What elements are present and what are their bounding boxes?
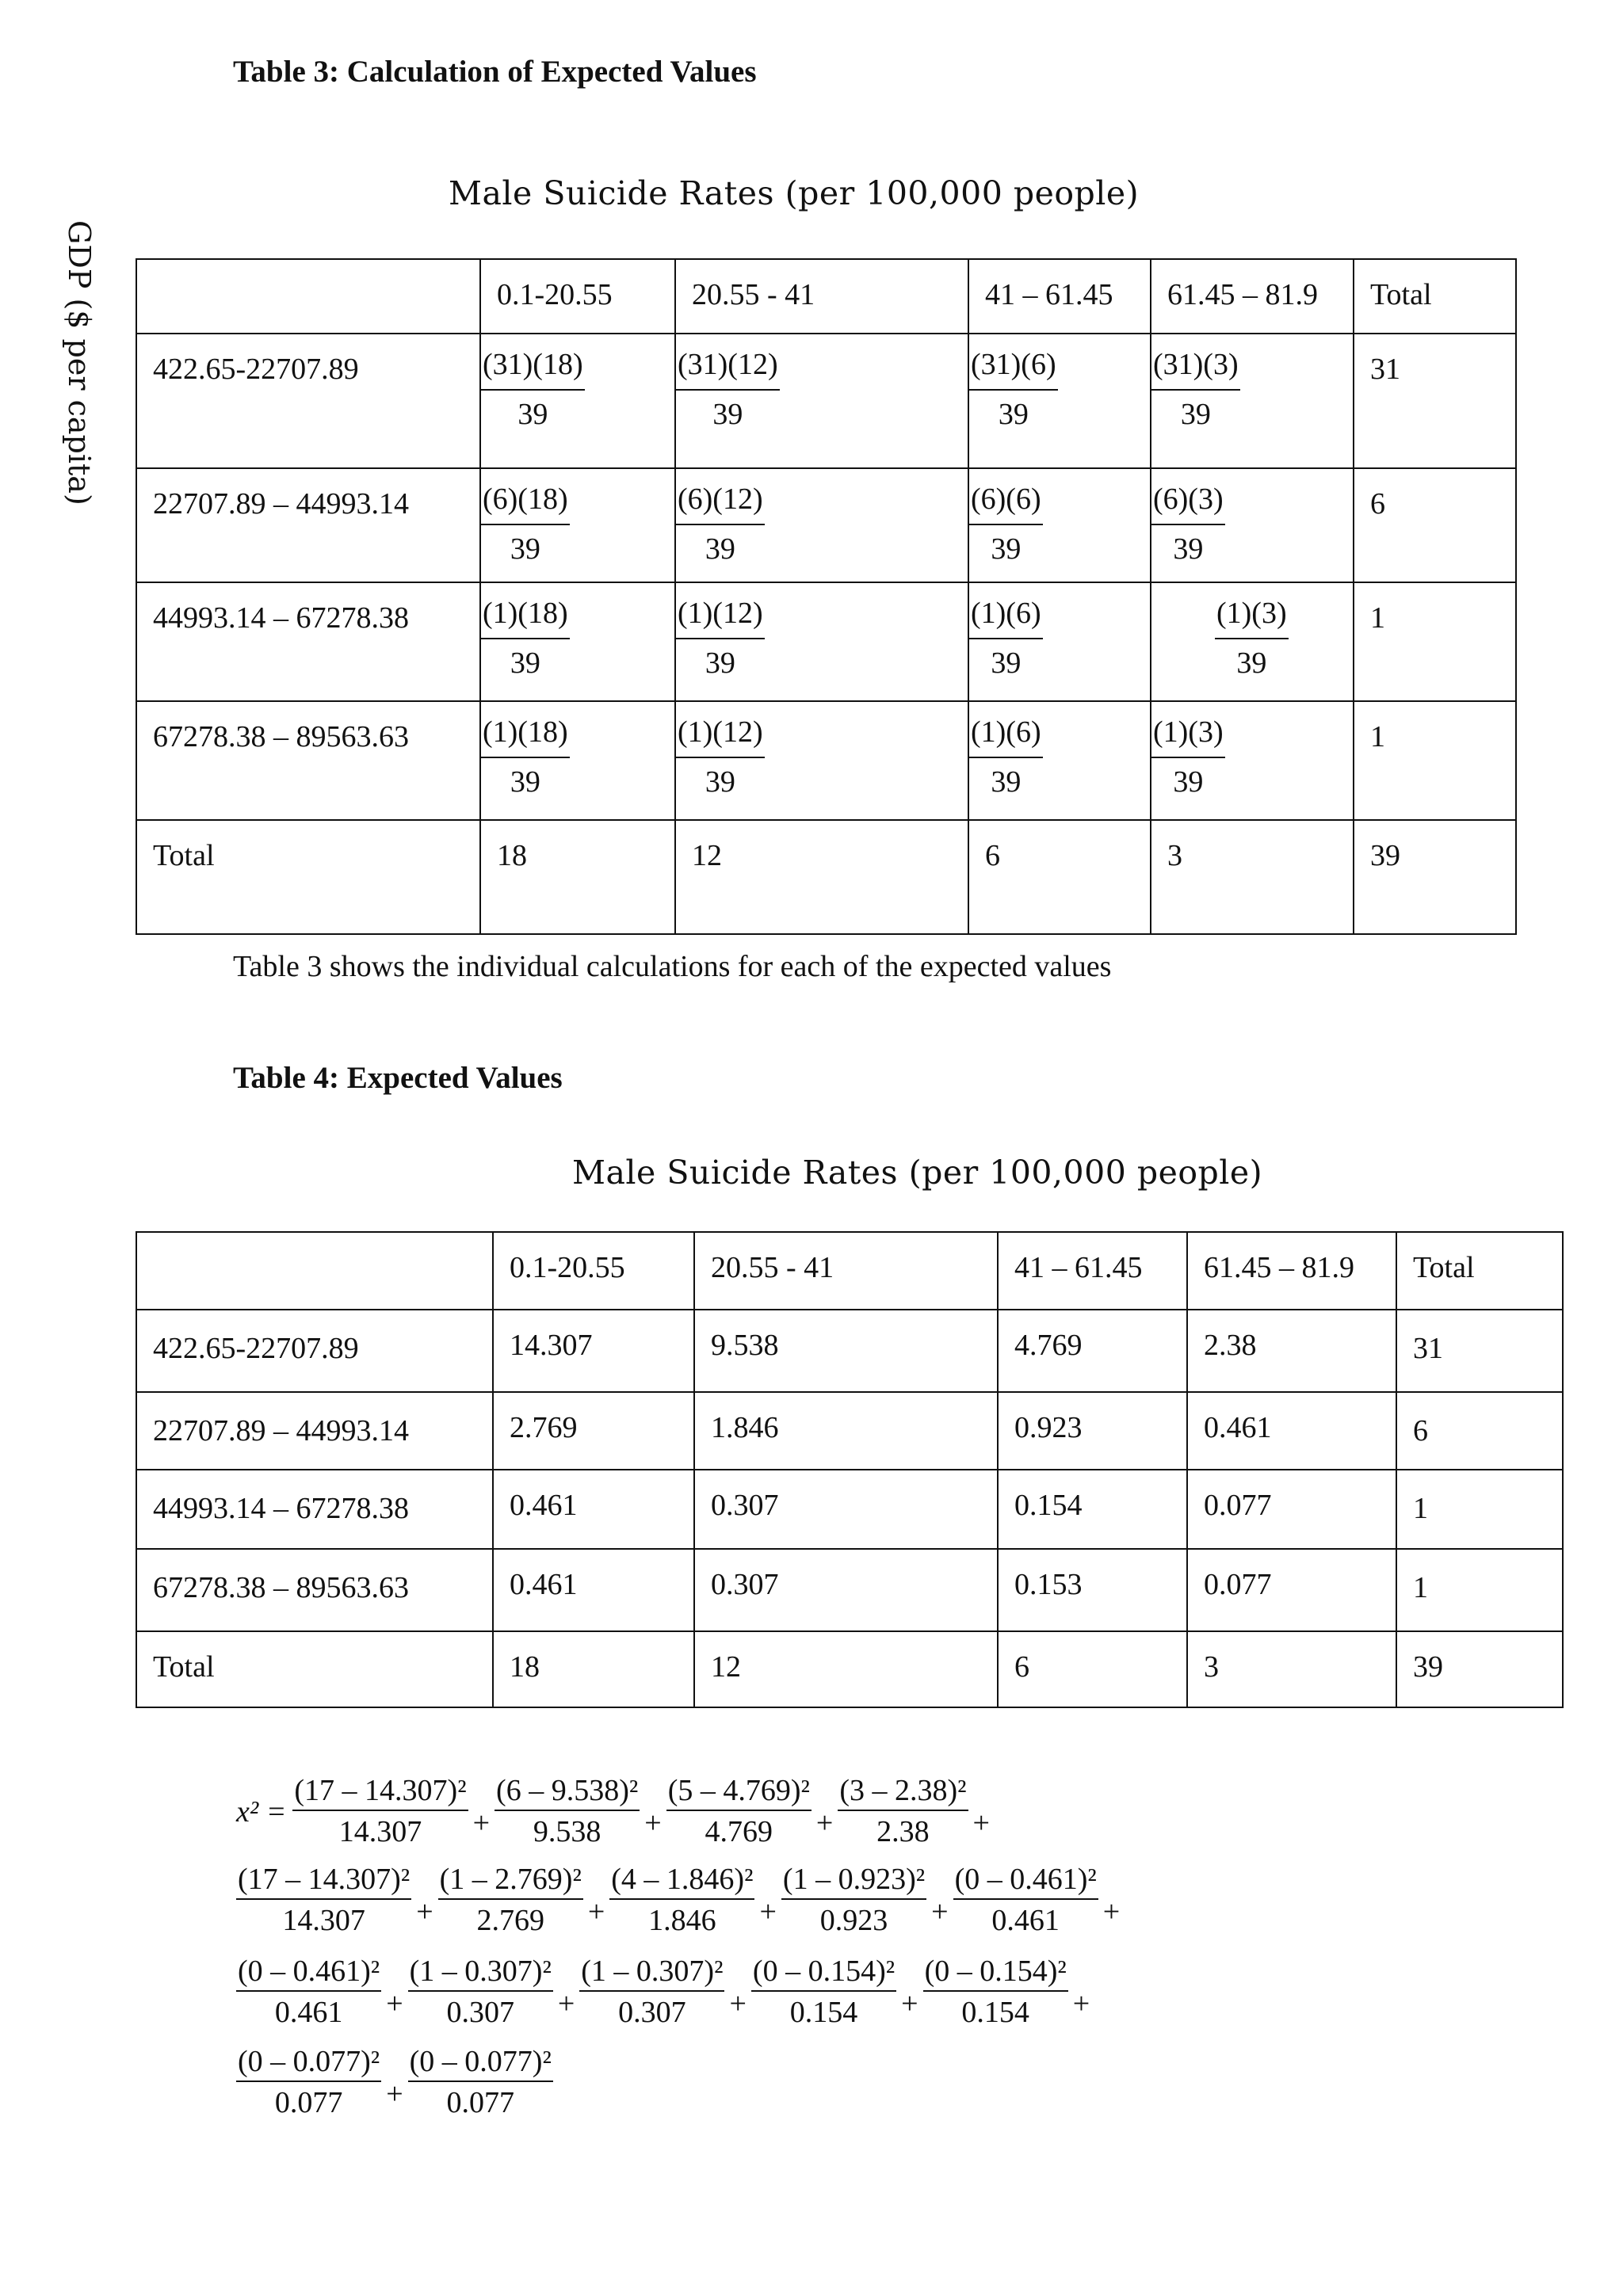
plus-sign: +: [386, 2077, 403, 2111]
row-label: 22707.89 – 44993.14: [136, 1392, 493, 1470]
plus-sign: +: [931, 1894, 949, 1928]
fraction-cell: $\frac{(1)(18)}{39}$: [480, 701, 675, 820]
total-cell: 31: [1396, 1310, 1563, 1392]
value-cell: 1.846: [694, 1392, 998, 1470]
table4-header-cell: 0.1-20.55: [493, 1232, 694, 1310]
plus-sign: +: [386, 1986, 403, 2020]
row-label: 67278.38 – 89563.63: [136, 701, 480, 820]
total-cell: 39: [1396, 1631, 1563, 1707]
table3-header-cell: 0.1-20.55: [480, 259, 675, 334]
table4-column-title: Male Suicide Rates (per 100,000 people): [572, 1154, 1263, 1192]
total-cell: 6: [1354, 468, 1516, 582]
table3-header-row: [136, 259, 1516, 334]
fraction-cell: $\frac{(1)(6)}{39}$: [968, 701, 1151, 820]
table3-row: [136, 334, 1516, 468]
equation-term: $\frac{\text{(0 – 0.077)²}}{0.077}$: [409, 2045, 552, 2119]
total-cell: 39: [1354, 820, 1516, 934]
equation-term: $\frac{\text{(1 – 0.923)²}}{0.923}$: [782, 1863, 926, 1937]
equation-term: $\frac{\text{(0 – 0.154)²}}{0.154}$: [752, 1955, 896, 2029]
equation-term: $\frac{\text{(17 – 14.307)²}}{14.307}$: [294, 1774, 467, 1848]
plus-sign: +: [1102, 1894, 1121, 1928]
value-cell: 2.38: [1187, 1310, 1396, 1392]
equation-term: (0 – 0.077)² 0.077: [238, 2045, 380, 2119]
fraction-cell: $\frac{(1)(6)}{39}$: [968, 582, 1151, 701]
table3-header-cell: 41 – 61.45: [968, 259, 1151, 334]
fraction-cell: $\frac{(1)(3)}{39}$: [1151, 582, 1354, 701]
value-cell: 0.154: [998, 1470, 1187, 1549]
equation-term: $\frac{\text{(0 – 0.154)²}}{0.154}$: [924, 1955, 1067, 2029]
equation-term: $\frac{\text{(4 – 1.846)²}}{1.846}$: [611, 1863, 754, 1937]
table3-header-cell: [136, 259, 480, 334]
equation-term: $\frac{\text{(1 – 0.307)²}}{0.307}$: [581, 1955, 724, 2029]
equation-lhs: x² =: [236, 1794, 287, 1829]
equation-term: $\frac{\text{(6 – 9.538)²}}{9.538}$: [496, 1774, 639, 1848]
row-label: 44993.14 – 67278.38: [136, 1470, 493, 1549]
fraction-cell: $\frac{(31)(6)}{39}$: [968, 334, 1151, 468]
value-cell: 0.923: [998, 1392, 1187, 1470]
table3-row-title: GDP ($ per capita): [62, 220, 97, 505]
total-cell: 3: [1187, 1631, 1396, 1707]
plus-sign: +: [472, 1806, 491, 1840]
fraction-cell: $\frac{(31)(12)}{39}$: [675, 334, 968, 468]
table4-header-cell: [136, 1232, 493, 1310]
fraction-cell: $\frac{(1)(3)}{39}$: [1151, 701, 1354, 820]
total-cell: 12: [694, 1631, 998, 1707]
row-label: 422.65-22707.89: [136, 1310, 493, 1392]
value-cell: 2.769: [493, 1392, 694, 1470]
table3-row: [136, 701, 1516, 820]
fraction-cell: $\frac{(6)(3)}{39}$: [1151, 468, 1354, 582]
equation-term: $\frac{\text{(1 – 0.307)²}}{0.307}$: [409, 1955, 552, 2029]
plus-sign: +: [729, 1986, 747, 2020]
total-cell: 3: [1151, 820, 1354, 934]
table4: [136, 1231, 1564, 1708]
value-cell: 9.538: [694, 1310, 998, 1392]
equation-term: (0 – 0.461)² 0.461: [238, 1955, 380, 2029]
total-cell: 6: [998, 1631, 1187, 1707]
total-cell: 12: [675, 820, 968, 934]
equation-line: [236, 1775, 995, 1849]
table3-note: Table 3 shows the individual calculations for each of the expected values: [233, 950, 1112, 983]
equation-term: $\frac{\text{(1 – 2.769)²}}{2.769}$: [439, 1863, 582, 1937]
value-cell: 0.153: [998, 1549, 1187, 1631]
fraction-cell: $\frac{(31)(18)}{39}$: [480, 334, 675, 468]
table4-header-cell: 20.55 - 41: [694, 1232, 998, 1310]
equation-line: [236, 1863, 1125, 1938]
plus-sign: +: [1072, 1986, 1090, 2020]
fraction-cell: $\frac{(1)(12)}{39}$: [675, 582, 968, 701]
equation-line: [236, 1955, 1094, 2030]
total-cell: 6: [968, 820, 1151, 934]
table3-total-row: [136, 820, 1516, 934]
table4-header-row: [136, 1232, 1563, 1310]
table4-row: [136, 1392, 1563, 1470]
total-cell: 1: [1396, 1549, 1563, 1631]
table3-header-cell: 61.45 – 81.9: [1151, 259, 1354, 334]
row-label: 422.65-22707.89: [136, 334, 480, 468]
row-label: Total: [136, 820, 480, 934]
row-label: Total: [136, 1631, 493, 1707]
table3-column-title: Male Suicide Rates (per 100,000 people): [449, 174, 1140, 212]
fraction-cell: $\frac{(6)(18)}{39}$: [480, 468, 675, 582]
table4-row: [136, 1549, 1563, 1631]
total-cell: 18: [493, 1631, 694, 1707]
fraction-cell: $\frac{(6)(12)}{39}$: [675, 468, 968, 582]
total-cell: 6: [1396, 1392, 1563, 1470]
plus-sign: +: [644, 1806, 662, 1840]
row-label: 22707.89 – 44993.14: [136, 468, 480, 582]
plus-sign: +: [557, 1986, 575, 2020]
equation-term: (17 – 14.307)² 14.307: [238, 1863, 411, 1937]
total-cell: 1: [1396, 1470, 1563, 1549]
table3-header-cell: 20.55 - 41: [675, 259, 968, 334]
table4-total-row: [136, 1631, 1563, 1707]
table3: [136, 258, 1517, 935]
value-cell: 0.077: [1187, 1549, 1396, 1631]
plus-sign: +: [587, 1894, 605, 1928]
total-cell: 1: [1354, 701, 1516, 820]
plus-sign: +: [815, 1806, 834, 1840]
value-cell: 0.307: [694, 1549, 998, 1631]
value-cell: 0.307: [694, 1470, 998, 1549]
table4-header-cell: 61.45 – 81.9: [1187, 1232, 1396, 1310]
table4-header-cell: 41 – 61.45: [998, 1232, 1187, 1310]
plus-sign: +: [972, 1806, 990, 1840]
equation-term: $\frac{\text{(0 – 0.461)²}}{0.461}$: [954, 1863, 1097, 1937]
total-cell: 31: [1354, 334, 1516, 468]
table4-header-cell: Total: [1396, 1232, 1563, 1310]
table4-row: [136, 1470, 1563, 1549]
total-cell: 1: [1354, 582, 1516, 701]
table4-row: [136, 1310, 1563, 1392]
plus-sign: +: [901, 1986, 918, 2020]
fraction-cell: $\frac{(1)(18)}{39}$: [480, 582, 675, 701]
value-cell: 0.461: [1187, 1392, 1396, 1470]
total-cell: 18: [480, 820, 675, 934]
plus-sign: +: [759, 1894, 777, 1928]
plus-sign: +: [416, 1894, 433, 1928]
value-cell: 0.461: [493, 1549, 694, 1631]
fraction-cell: $\frac{(31)(3)}{39}$: [1151, 334, 1354, 468]
table4-caption: Table 4: Expected Values: [233, 1061, 563, 1095]
table3-row: [136, 582, 1516, 701]
value-cell: 4.769: [998, 1310, 1187, 1392]
equation-term: $\frac{\text{(3 – 2.38)²}}{2.38}$: [839, 1774, 967, 1848]
value-cell: 14.307: [493, 1310, 694, 1392]
fraction-cell: $\frac{(1)(12)}{39}$: [675, 701, 968, 820]
equation-term: $\frac{\text{(5 – 4.769)²}}{4.769}$: [667, 1774, 810, 1848]
fraction-cell: $\frac{(6)(6)}{39}$: [968, 468, 1151, 582]
row-label: 44993.14 – 67278.38: [136, 582, 480, 701]
value-cell: 0.077: [1187, 1470, 1396, 1549]
table3-caption: Table 3: Calculation of Expected Values: [233, 55, 757, 89]
row-label: 67278.38 – 89563.63: [136, 1549, 493, 1631]
table3-row: [136, 468, 1516, 582]
value-cell: 0.461: [493, 1470, 694, 1549]
table3-header-cell: Total: [1354, 259, 1516, 334]
equation-line: [236, 2046, 553, 2120]
